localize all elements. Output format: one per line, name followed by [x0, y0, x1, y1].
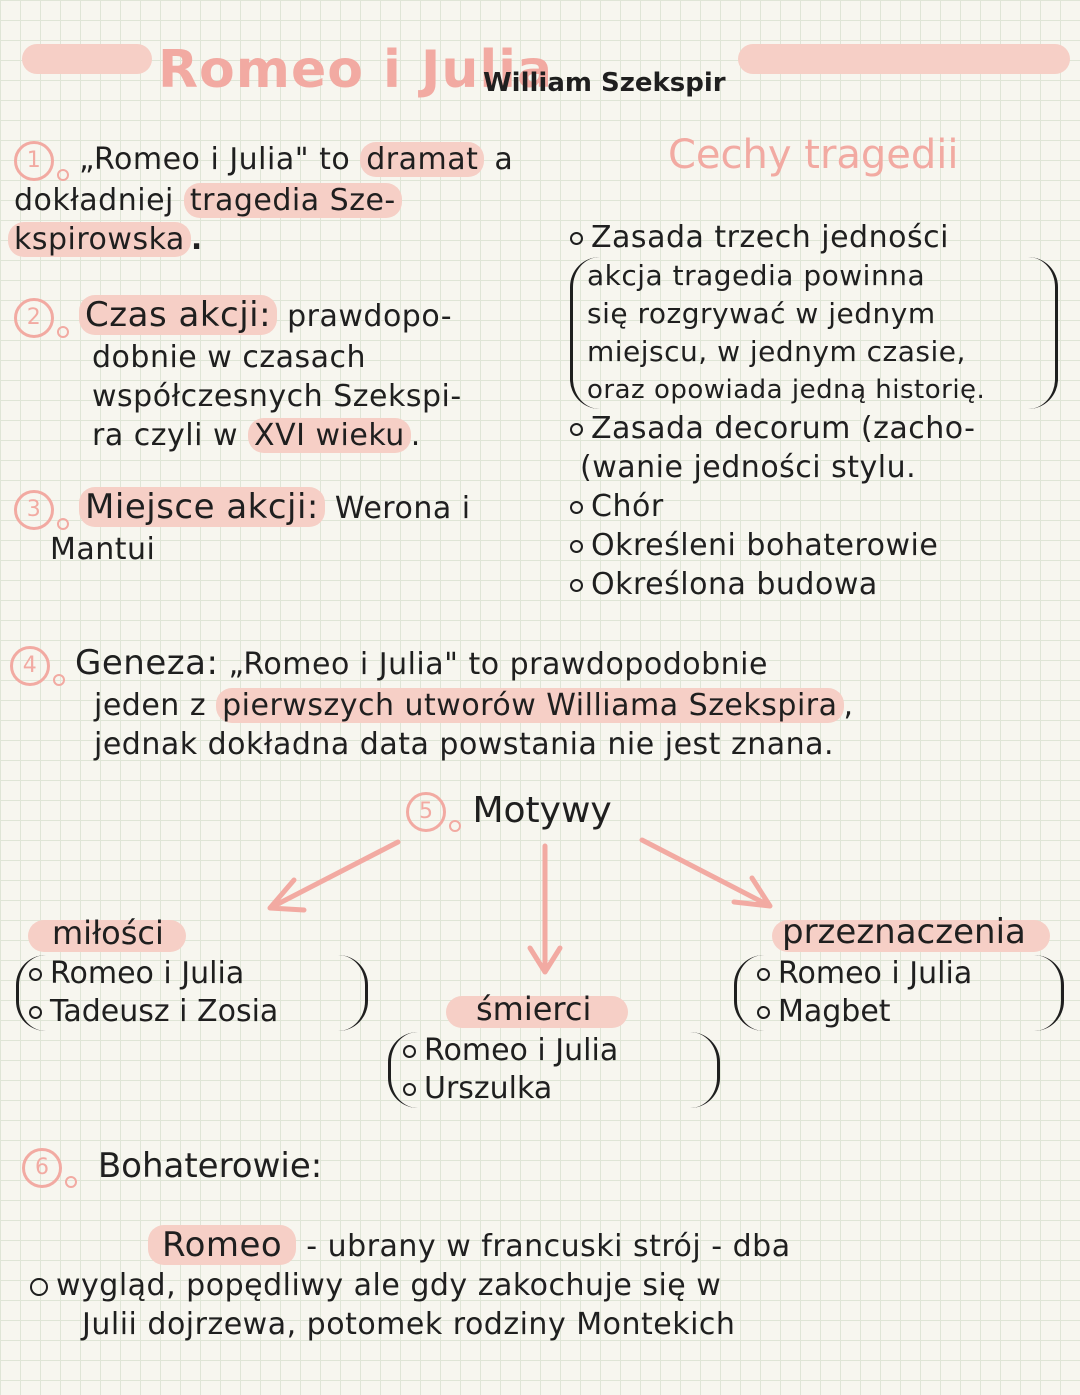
section-4-comma: ,: [843, 687, 854, 723]
section-3-text2: Mantui: [50, 531, 156, 567]
section-number-6: 6: [22, 1148, 62, 1188]
cechy-item-2: Zasada decorum (zacho-: [591, 411, 976, 446]
cechy-item: Chór: [591, 489, 664, 524]
milosci-list: [16, 955, 368, 1031]
section-2: 2 Czas akcji: prawdopo- dobnie w czasach współczesnych Szekspi- ra czyli w XVI wieku .: [14, 296, 534, 455]
section-number-3: 3: [14, 490, 54, 530]
cechy-bracket-line: oraz opowiada jedną historię.: [587, 375, 986, 405]
bohater-line3: Julii dojrzewa, potomek rodziny Montekich: [82, 1307, 736, 1342]
milosci-title: miłości: [52, 914, 164, 952]
section-2-text1: prawdopo-: [277, 299, 453, 334]
section-number-2: 2: [14, 298, 54, 338]
milosci-item: Romeo i Julia: [50, 956, 245, 991]
cechy-item: Określona budowa: [591, 567, 878, 602]
smierci-list: [388, 1032, 720, 1108]
section-1: 1 „Romeo i Julia" to dramat a dokładniej tragedia Sze- kspirowska .: [14, 140, 534, 259]
section-1-mid: a dokładniej: [14, 142, 514, 218]
milosci-item: Tadeusz i Zosia: [50, 994, 279, 1029]
section-2-text2: dobnie w czasach: [92, 339, 367, 375]
arrow-down: [530, 846, 560, 972]
section-number-5: 5: [406, 792, 446, 832]
smierci-title: śmierci: [476, 990, 592, 1028]
section-3-text: Werona i: [324, 491, 471, 526]
page-author: William Szekspir: [483, 68, 726, 98]
cechy-item-1: Zasada trzech jedności: [591, 220, 949, 255]
cechy-bracket-line: się rozgrywać w jednym: [587, 297, 936, 330]
section-2-text4: ra czyli w: [92, 417, 249, 453]
bohater-romeo: [30, 1226, 1070, 1344]
section-2-label: Czas akcji:: [79, 295, 277, 335]
smierci-item: Romeo i Julia: [424, 1033, 619, 1068]
przeznaczenia-list: [734, 955, 1064, 1031]
cechy-bracket-line: miejscu, w jednym czasie,: [587, 335, 966, 368]
highlight-kspirowska: kspirowska: [8, 222, 191, 257]
smierci-item: Urszulka: [424, 1071, 553, 1106]
section-6-heading: [22, 1146, 322, 1188]
section-number-4: 4: [10, 646, 50, 686]
bohater-line1: - ubrany w francuski strój - dba: [296, 1229, 791, 1264]
section-4-text1: „Romeo i Julia" to prawdopodobnie: [218, 647, 768, 682]
arrow-right: [642, 840, 770, 906]
section-1-pre: „Romeo i Julia" to: [79, 142, 361, 177]
arrow-left: [270, 842, 398, 910]
highlight-dramat: dramat: [360, 142, 484, 177]
cechy-item: Określeni bohaterowie: [591, 528, 939, 563]
bohater-name: Romeo: [148, 1225, 296, 1265]
section-3-label: Miejsce akcji:: [79, 487, 325, 527]
przeznaczenia-item: Romeo i Julia: [778, 956, 973, 991]
przeznaczenia-item: Magbet: [778, 994, 891, 1029]
section-4-text3: jednak dokładna data powstania nie jest znana.: [94, 726, 835, 762]
section-4-text2a: jeden z: [94, 687, 217, 723]
section-number-1: 1: [14, 141, 54, 181]
cechy-title: Cechy tragedii: [668, 132, 959, 178]
przeznaczenia-title: przeznaczenia: [782, 912, 1026, 952]
highlight-tragedia: tragedia Sze-: [184, 183, 402, 218]
cechy-item-2b: (wanie jedności stylu.: [580, 450, 917, 485]
highlight-xvi-wieku: XVI wieku: [248, 418, 411, 453]
bohater-line2: wygląd, popędliwy ale gdy zakochuje się w: [56, 1268, 722, 1303]
page-title: Romeo i Julia: [158, 40, 554, 100]
section-2-text3: współczesnych Szekspi-: [92, 378, 462, 414]
highlight-pierwszych: pierwszych utworów Williama Szekspira: [216, 688, 843, 723]
motywy-label: Motywy: [472, 790, 612, 831]
cechy-bracket-line: akcja tragedia powinna: [587, 259, 926, 292]
section-4-label: Geneza:: [75, 643, 219, 683]
bohaterowie-label: Bohaterowie:: [97, 1146, 323, 1186]
